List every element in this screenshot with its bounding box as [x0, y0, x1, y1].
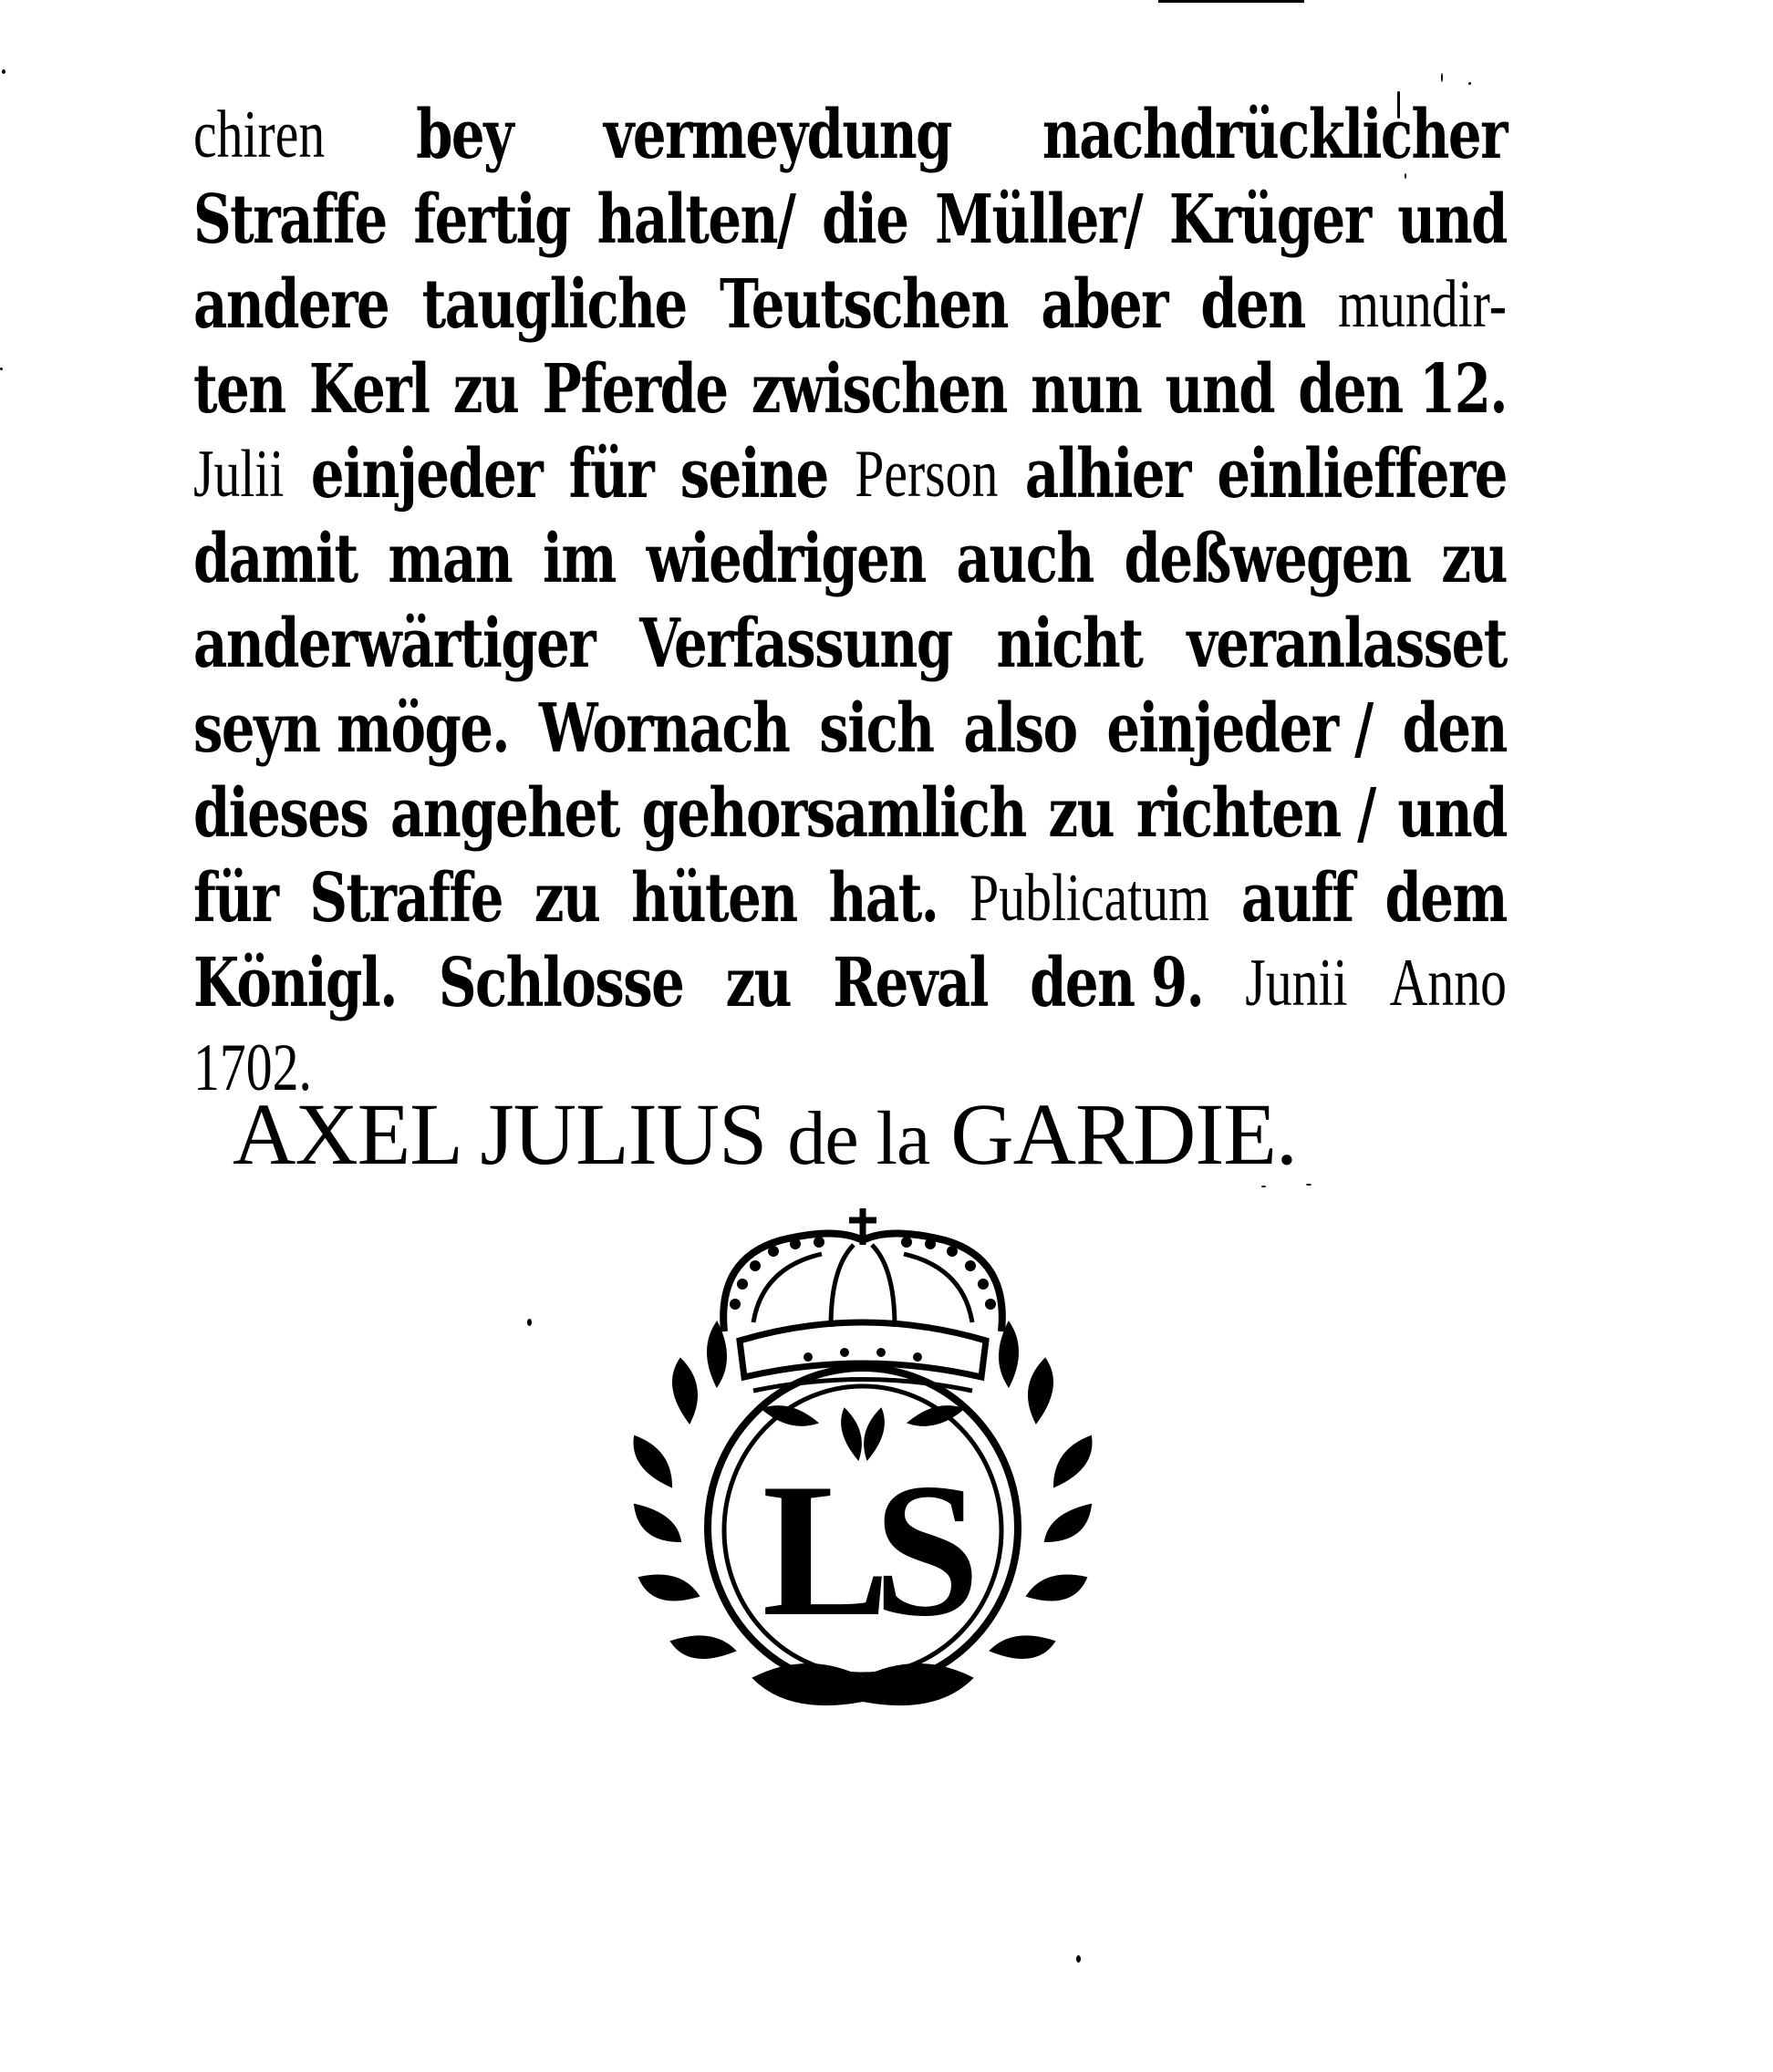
word: man: [388, 520, 513, 598]
word: angehet: [390, 774, 619, 853]
word: seyn möge.: [193, 689, 509, 768]
text-line: [193, 254, 1507, 344]
word: Pferde: [542, 350, 728, 429]
word: Person: [855, 437, 999, 512]
word: auff: [1240, 859, 1353, 938]
word: nachdrücklicher: [1042, 96, 1507, 174]
top-rule: [1158, 0, 1304, 3]
word: Wornach: [538, 689, 790, 768]
seal-emblem: [626, 1204, 1100, 1715]
word: für: [568, 435, 654, 513]
word: einlieffere: [1217, 435, 1507, 513]
word: taugliche: [421, 265, 687, 344]
text-line: [193, 423, 1507, 513]
word: dieses: [193, 774, 368, 853]
word: Teutschen: [720, 265, 1008, 344]
word: und: [1165, 350, 1275, 429]
word: Junii: [1245, 946, 1348, 1020]
word: bey: [416, 96, 513, 174]
scan-speck: [527, 1319, 532, 1326]
word: Schlosse: [438, 944, 684, 1022]
word: für: [193, 859, 278, 938]
scan-speck: [0, 368, 3, 370]
word: Publicatum: [969, 861, 1210, 936]
text-line: [193, 593, 1507, 683]
signature-name: AXEL JULIUS: [233, 1085, 767, 1183]
word: zwischen: [751, 350, 1007, 429]
word: Julii: [193, 437, 285, 512]
word: Kerl: [308, 350, 430, 429]
text-line: [193, 762, 1507, 853]
word: den: [1402, 689, 1507, 768]
scan-speck: [1441, 73, 1443, 82]
word: aber: [1041, 265, 1168, 344]
svg-text:LS: LS: [762, 1445, 964, 1656]
word: den 12.: [1298, 350, 1507, 429]
word: richten /: [1135, 774, 1375, 853]
text-line: [193, 678, 1507, 768]
crowned-wreath-seal-icon: [626, 1204, 1100, 1715]
text-line: [193, 338, 1507, 429]
word: zu: [725, 944, 792, 1022]
word: Krüger: [1168, 181, 1371, 259]
word: alhier: [1024, 435, 1190, 513]
word: zu: [534, 859, 600, 938]
word: damit: [193, 520, 358, 598]
word: Straffe: [309, 859, 503, 938]
word: wiedrigen: [646, 520, 926, 598]
text-line: [193, 169, 1507, 259]
word: im: [542, 520, 616, 598]
word: andere: [193, 265, 389, 344]
word: einjeder: [310, 435, 543, 513]
text-line: [193, 847, 1507, 938]
word: Reval: [833, 944, 988, 1022]
word: Anno: [1389, 946, 1507, 1020]
word: veranlasset: [1187, 605, 1507, 683]
word: dem: [1384, 859, 1507, 938]
word: deßwegen: [1124, 520, 1411, 598]
signature-surname: GARDIE.: [950, 1085, 1297, 1183]
word: die: [822, 181, 908, 259]
word: vermeydung: [603, 96, 951, 174]
word: anderwärtiger: [193, 605, 596, 683]
word: Verfassung: [639, 605, 952, 683]
word: halten/: [596, 181, 795, 259]
word: hat.: [828, 859, 938, 938]
word: gehorsamlich: [641, 774, 1026, 853]
signature: [233, 1085, 1446, 1183]
word: hüten: [631, 859, 797, 938]
word: einjeder /: [1106, 689, 1373, 768]
scan-speck: [1261, 1186, 1266, 1187]
scan-speck: [2, 69, 5, 74]
word: Müller/: [935, 181, 1143, 259]
word: auch: [956, 520, 1094, 598]
word: den: [1200, 265, 1305, 344]
word: chiren: [193, 98, 326, 172]
text-line: [193, 84, 1507, 174]
word: Königl.: [193, 944, 397, 1022]
word: fertig: [413, 181, 570, 259]
scan-speck: [1076, 1955, 1081, 1963]
word: ten: [193, 350, 285, 429]
word: Straffe: [193, 181, 387, 259]
word: nun: [1031, 350, 1142, 429]
proclamation-text: [193, 84, 1507, 1105]
word: sich: [819, 689, 934, 768]
scan-speck: [1306, 1184, 1312, 1186]
word: zu: [452, 350, 519, 429]
word: und: [1397, 181, 1507, 259]
word: also: [963, 689, 1077, 768]
word: und: [1397, 774, 1507, 853]
word: zu: [1441, 520, 1507, 598]
word: nicht: [996, 605, 1143, 683]
text-line: [193, 932, 1507, 1022]
word: mundir-: [1338, 267, 1507, 342]
word: seine: [679, 435, 828, 513]
word: den 9.: [1030, 944, 1204, 1022]
word: zu: [1048, 774, 1115, 853]
signature-particle: de la: [787, 1096, 930, 1181]
text-line: [193, 508, 1507, 598]
word: 1702.: [193, 1031, 312, 1105]
